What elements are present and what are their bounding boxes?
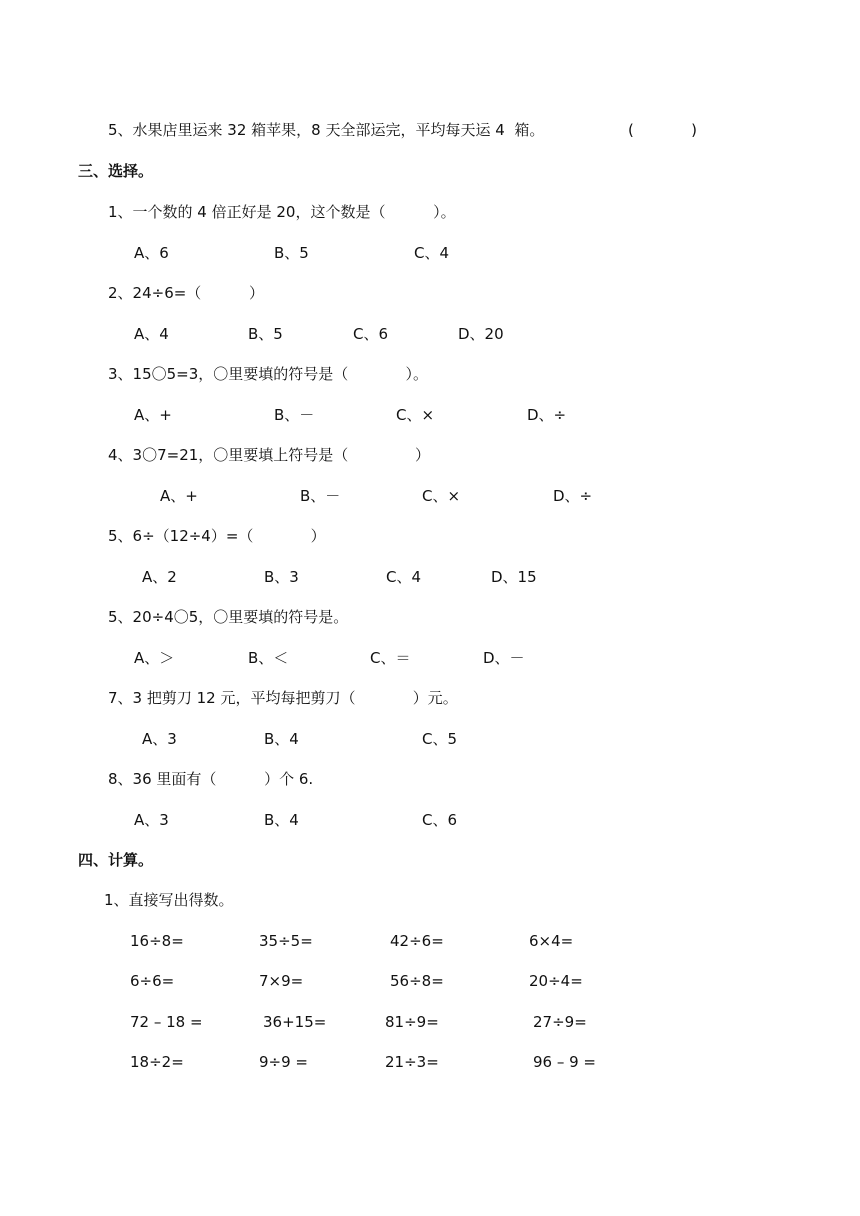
- calc-r3-c3: 81÷9=: [385, 1013, 439, 1031]
- q5-option-b[interactable]: B、3: [264, 568, 299, 586]
- q2-option-d[interactable]: D、20: [458, 325, 504, 343]
- calc-r4-c2: 9÷9 =: [259, 1053, 308, 1071]
- q7-stem: 7、3 把剪刀 12 元，平均每把剪刀（ ）元。: [108, 689, 458, 707]
- q6-option-d[interactable]: D、－: [483, 649, 525, 667]
- calc-r2-c1: 6÷6=: [130, 972, 175, 990]
- judge-item-5-blank[interactable]: ( ): [628, 121, 697, 139]
- q5-stem: 5、6÷（12÷4）=（ ）: [108, 527, 326, 545]
- q5-option-d[interactable]: D、15: [491, 568, 537, 586]
- calc-r1-c2: 35÷5=: [259, 932, 313, 950]
- q4-option-b[interactable]: B、－: [300, 487, 341, 505]
- calc-r3-c1: 72 – 18 =: [130, 1013, 203, 1031]
- q8-option-b[interactable]: B、4: [264, 811, 299, 829]
- q4-stem: 4、3〇7=21，〇里要填上符号是（ ）: [108, 446, 431, 464]
- q2-stem: 2、24÷6=（ ）: [108, 284, 264, 302]
- q6-stem: 5、20÷4〇5，〇里要填的符号是。: [108, 608, 349, 626]
- q3-option-a[interactable]: A、+: [134, 406, 172, 424]
- q8-option-c[interactable]: C、6: [422, 811, 458, 829]
- q8-stem: 8、36 里面有（ ）个 6.: [108, 770, 314, 788]
- q4-option-c[interactable]: C、×: [422, 487, 461, 505]
- calc-r3-c2: 36+15=: [263, 1013, 327, 1031]
- calc-r2-c2: 7×9=: [259, 972, 304, 990]
- judge-item-5-text: 5、水果店里运来 32 箱苹果，8 天全部运完，平均每天运 4 箱。: [108, 121, 545, 139]
- q2-option-c[interactable]: C、6: [353, 325, 389, 343]
- calc-r4-c4: 96 – 9 =: [533, 1053, 597, 1071]
- calc-r3-c4: 27÷9=: [533, 1013, 587, 1031]
- q4-option-d[interactable]: D、÷: [553, 487, 593, 505]
- calc-r2-c3: 56÷8=: [390, 972, 444, 990]
- q3-option-c[interactable]: C、×: [396, 406, 435, 424]
- q3-option-b[interactable]: B、－: [274, 406, 315, 424]
- calc-r1-c1: 16÷8=: [130, 932, 184, 950]
- calc-r4-c3: 21÷3=: [385, 1053, 439, 1071]
- q5-option-c[interactable]: C、4: [386, 568, 422, 586]
- calc-r1-c4: 6×4=: [529, 932, 574, 950]
- q7-option-a[interactable]: A、3: [142, 730, 177, 748]
- q3-stem: 3、15〇5=3，〇里要填的符号是（ ）。: [108, 365, 429, 383]
- q3-option-d[interactable]: D、÷: [527, 406, 567, 424]
- q1-option-b[interactable]: B、5: [274, 244, 309, 262]
- q7-option-c[interactable]: C、5: [422, 730, 458, 748]
- q6-option-b[interactable]: B、＜: [248, 649, 289, 667]
- section4-title: 四、计算。: [78, 851, 154, 869]
- section4-sub1: 1、直接写出得数。: [104, 891, 234, 909]
- q7-option-b[interactable]: B、4: [264, 730, 299, 748]
- q1-stem: 1、一个数的 4 倍正好是 20，这个数是（ ）。: [108, 203, 456, 221]
- q2-option-a[interactable]: A、4: [134, 325, 169, 343]
- q1-option-a[interactable]: A、6: [134, 244, 169, 262]
- q4-option-a[interactable]: A、+: [160, 487, 198, 505]
- q1-option-c[interactable]: C、4: [414, 244, 450, 262]
- calc-r1-c3: 42÷6=: [390, 932, 444, 950]
- q2-option-b[interactable]: B、5: [248, 325, 283, 343]
- calc-r2-c4: 20÷4=: [529, 972, 583, 990]
- calc-r4-c1: 18÷2=: [130, 1053, 184, 1071]
- q6-option-c[interactable]: C、＝: [370, 649, 411, 667]
- q6-option-a[interactable]: A、＞: [134, 649, 175, 667]
- q5-option-a[interactable]: A、2: [142, 568, 177, 586]
- q8-option-a[interactable]: A、3: [134, 811, 169, 829]
- section3-title: 三、选择。: [78, 162, 154, 180]
